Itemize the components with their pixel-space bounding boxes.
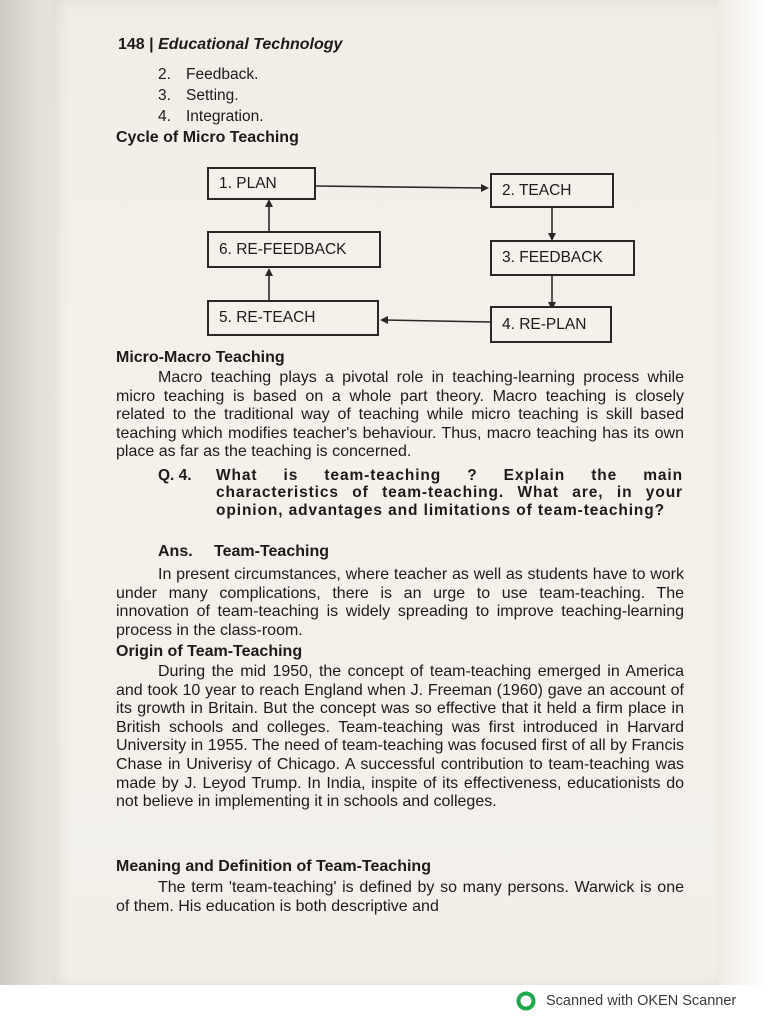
page-number: 148 — [118, 36, 145, 53]
list-item-text: Setting. — [186, 87, 239, 104]
question-block — [158, 467, 683, 519]
list-item-text: Integration. — [186, 108, 264, 125]
cycle-box-teach: 2. TEACH — [490, 173, 614, 208]
scanner-label: Scanned with OKEN Scanner — [546, 993, 737, 1009]
meaning-paragraph — [116, 879, 684, 916]
origin-paragraph — [116, 663, 684, 812]
list-item-number: 4. — [158, 108, 171, 125]
cycle-diagram-arrows — [0, 0, 768, 400]
answer-heading-line — [158, 543, 329, 561]
arrowhead-refeedback — [265, 268, 273, 276]
arrowhead-teach — [481, 184, 489, 192]
arrowhead-reteach — [380, 316, 388, 324]
micro-macro-text: Macro teaching plays a pivotal role in teaching-learning process while micro teaching is based on a whole part theory. Macro teaching is closely related to the traditional way of teaching while micro teaching is skill based teaching which modifies teacher's behaviour. Thus, macro teaching has its own place as far as the teaching is concerned. — [116, 369, 684, 461]
list-item-number: 2. — [158, 66, 171, 83]
team-teaching-paragraph — [116, 566, 684, 640]
team-teaching-text: In present circumstances, where teacher as well as students have to work under many complications, there is an urge to use team-teaching. The innovation of team-teaching is widely spreading to improve teaching-learning process in the class-room. — [116, 566, 684, 639]
cycle-box-plan: 1. PLAN — [207, 167, 316, 200]
meaning-heading: Meaning and Definition of Team-Teaching — [116, 858, 431, 875]
cycle-box-feedback: 3. FEEDBACK — [490, 240, 635, 276]
scanner-watermark — [516, 990, 736, 1012]
oken-scanner-logo-icon — [516, 991, 536, 1011]
answer-heading: Team-Teaching — [214, 543, 329, 560]
origin-text: During the mid 1950, the concept of team-teaching emerged in America and took 10 year to reach England when J. Freeman (1960) gave an account of its growth in Britain. But the concept was so effective that it held a firm place in British schools and colleges. Team-teaching was first introduced in Harvard University in 1955. The need of team-teaching was focused first of all by Francis Chase in Univerisy of Chicago. A successful contribution to team-teaching was made by J. Leyod Trump. In India, inspite of its effectiveness, educationists do not believe in implementing it in schools and colleges. — [116, 663, 684, 811]
cycle-box-refeedback: 6. RE-FEEDBACK — [207, 231, 381, 268]
cycle-box-reteach: 5. RE-TEACH — [207, 300, 379, 336]
header-separator: | — [149, 36, 154, 53]
list-item-text: Feedback. — [186, 66, 259, 83]
arrow-replan-to-reteach — [384, 320, 490, 322]
question-number: Q. 4. — [158, 467, 192, 484]
micro-macro-heading: Micro-Macro Teaching — [116, 349, 285, 366]
cycle-heading: Cycle of Micro Teaching — [116, 129, 299, 146]
answer-label: Ans. — [158, 543, 193, 560]
question-text: What is team-teaching ? Explain the main characteristics of team-teaching. What are, in your opinion, advantages and limitations of team-teaching? — [216, 467, 683, 519]
book-title: Educational Technology — [158, 36, 343, 53]
list-item-number: 3. — [158, 87, 171, 104]
cycle-box-replan: 4. RE-PLAN — [490, 306, 612, 343]
micro-macro-paragraph — [116, 369, 684, 462]
meaning-text: The term 'team-teaching' is defined by so many persons. Warwick is one of them. His education is both descriptive and — [116, 879, 684, 915]
arrow-plan-to-teach — [316, 186, 484, 188]
origin-heading: Origin of Team-Teaching — [116, 643, 303, 660]
arrowhead-plan — [265, 199, 273, 207]
